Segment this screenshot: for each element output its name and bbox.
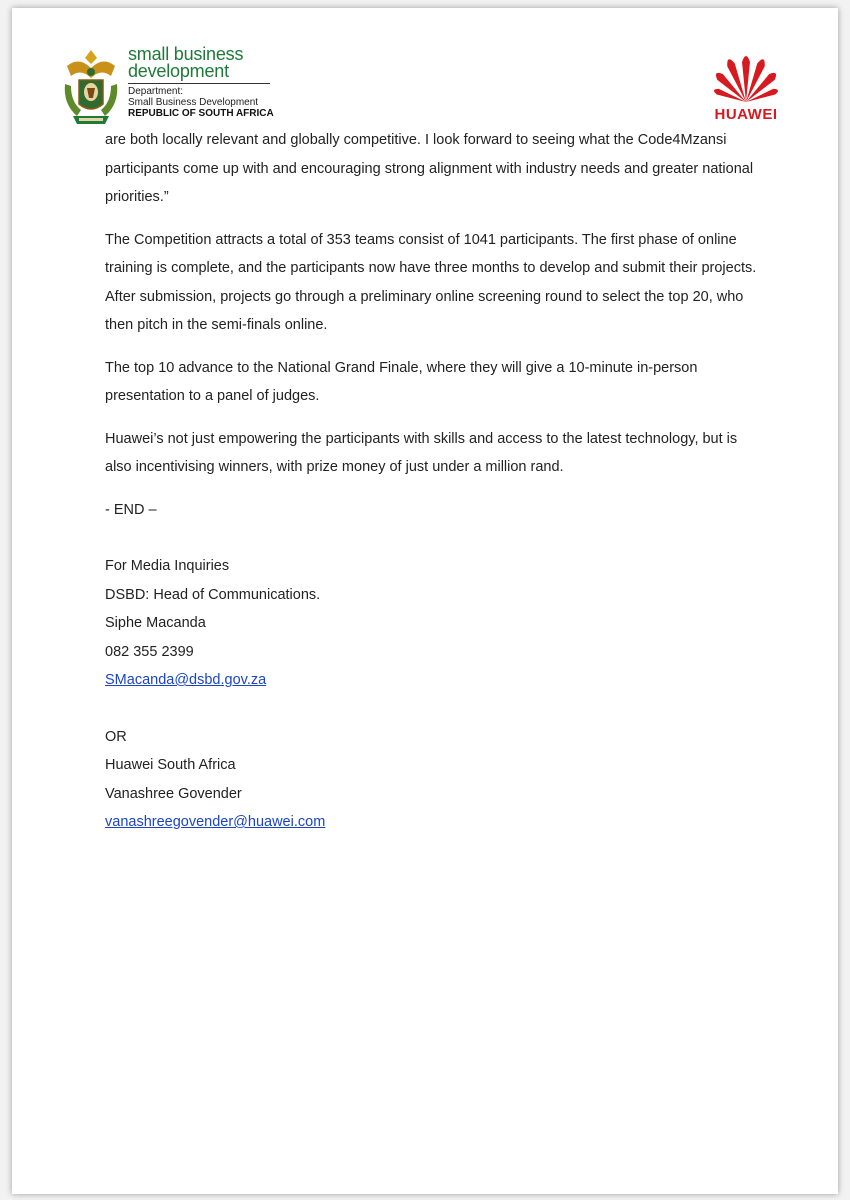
dsbd-contact-title: DSBD: Head of Communications. bbox=[105, 586, 321, 603]
dsbd-email-link[interactable]: SMacanda@dsbd.gov.za bbox=[105, 672, 267, 688]
dept-full-name: Small Business Development bbox=[128, 97, 259, 108]
document-page bbox=[12, 8, 838, 1194]
paragraph-1: are both locally relevant and globally competitive. I look forward to seeing what the Code4Mzansi participants come up with and encouraging strong alignment with industry needs and greater national priorities.” bbox=[105, 132, 754, 205]
or-separator: OR bbox=[105, 728, 127, 745]
dsbd-wordmark bbox=[128, 46, 276, 119]
letterhead bbox=[12, 8, 838, 138]
huawei-email-link[interactable]: vanashreegovender@huawei.com bbox=[105, 814, 326, 830]
dept-name-line1: small business bbox=[128, 44, 244, 64]
dept-divider bbox=[128, 83, 270, 84]
media-inquiries-heading: For Media Inquiries bbox=[105, 558, 230, 574]
coat-of-arms-emblem bbox=[59, 46, 123, 128]
document-body bbox=[105, 126, 765, 837]
paragraph-3: The top 10 advance to the National Grand Finale, where they will give a 10-minute in-person presentation to a panel of judges. bbox=[105, 359, 698, 404]
dsbd-contact-name: Siphe Macanda bbox=[105, 615, 206, 631]
huawei-flower-icon bbox=[708, 48, 784, 104]
huawei-wordmark: HUAWEI bbox=[714, 106, 778, 123]
country-label: REPUBLIC OF SOUTH AFRICA bbox=[128, 108, 274, 119]
paragraph-4: Huawei’s not just empowering the participants with skills and access to the latest technology, but is also incentivising winners, with prize money of just under a million rand. bbox=[105, 430, 738, 475]
dept-name-line2: development bbox=[128, 61, 229, 81]
huawei-org: Huawei South Africa bbox=[105, 757, 236, 773]
huawei-contact-name: Vanashree Govender bbox=[105, 785, 242, 802]
dept-label: Department: bbox=[128, 86, 184, 97]
paragraph-2: The Competition attracts a total of 353 teams consist of 1041 participants. The first phase of online training is complete, and the participants now have three months to develop and submit their projects. After submission, projects go through a preliminary online screening round to select the top 20, who then pitch in the semi-finals online. bbox=[105, 231, 757, 333]
huawei-logo bbox=[708, 48, 784, 126]
end-marker: - END – bbox=[105, 501, 157, 518]
dsbd-contact-phone: 082 355 2399 bbox=[105, 643, 194, 660]
